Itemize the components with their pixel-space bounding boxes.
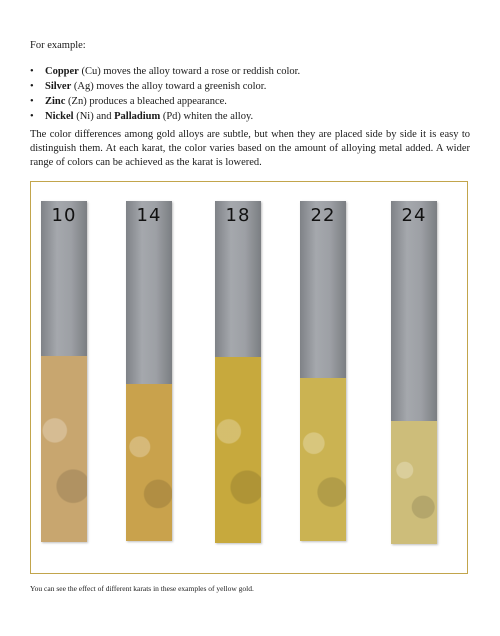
alloy-list <box>30 64 470 124</box>
gold-alloy-area <box>300 378 346 541</box>
list-item <box>30 109 470 124</box>
metal-name: Nickel <box>45 111 74 122</box>
metal-effect: moves the alloy toward a greenish color. <box>93 81 267 92</box>
gold-strip <box>300 201 346 541</box>
karat-label: 14 <box>136 205 162 226</box>
metal-symbol: (Ni) and <box>73 111 115 122</box>
gold-strip <box>215 201 261 543</box>
gold-alloy-area <box>391 421 437 544</box>
gold-strip <box>126 201 172 541</box>
metal-name: Zinc <box>45 96 66 107</box>
gold-alloy-area <box>215 357 261 543</box>
gold-alloy-area <box>126 384 172 541</box>
metal-symbol: (Cu) <box>78 66 101 77</box>
gold-strip <box>41 201 87 542</box>
karat-label: 24 <box>401 205 427 226</box>
metal-name: Copper <box>45 66 79 77</box>
body-paragraph: The color differences among gold alloys are subtle, but when they are placed side by side it is easy to distinguish them. At each karat, the color varies based on the amount of alloying metal added. A wider range of colors can be achieved as the karat is lowered. <box>30 129 470 168</box>
list-item <box>30 79 470 94</box>
metal-name: Silver <box>45 81 72 92</box>
karat-label: 22 <box>310 205 336 226</box>
gold-strip <box>391 201 437 544</box>
metal-effect: produces a bleached appearance. <box>86 96 227 107</box>
metal-symbol: (Zn) <box>65 96 87 107</box>
karat-label: 10 <box>51 205 77 226</box>
metal-effect: moves the alloy toward a rose or reddish color. <box>100 66 301 77</box>
intro-text: For example: <box>30 40 86 51</box>
metal-symbol: (Pd) <box>160 111 181 122</box>
karat-label: 18 <box>225 205 251 226</box>
metal-name: Palladium <box>114 111 161 122</box>
karat-photo-frame <box>30 181 468 574</box>
metal-symbol: (Ag) <box>71 81 94 92</box>
metal-effect: whiten the alloy. <box>180 111 254 122</box>
gold-alloy-area <box>41 356 87 542</box>
list-item <box>30 94 470 109</box>
list-item <box>30 64 470 79</box>
figure-caption: You can see the effect of different karats in these examples of yellow gold. <box>30 584 254 593</box>
